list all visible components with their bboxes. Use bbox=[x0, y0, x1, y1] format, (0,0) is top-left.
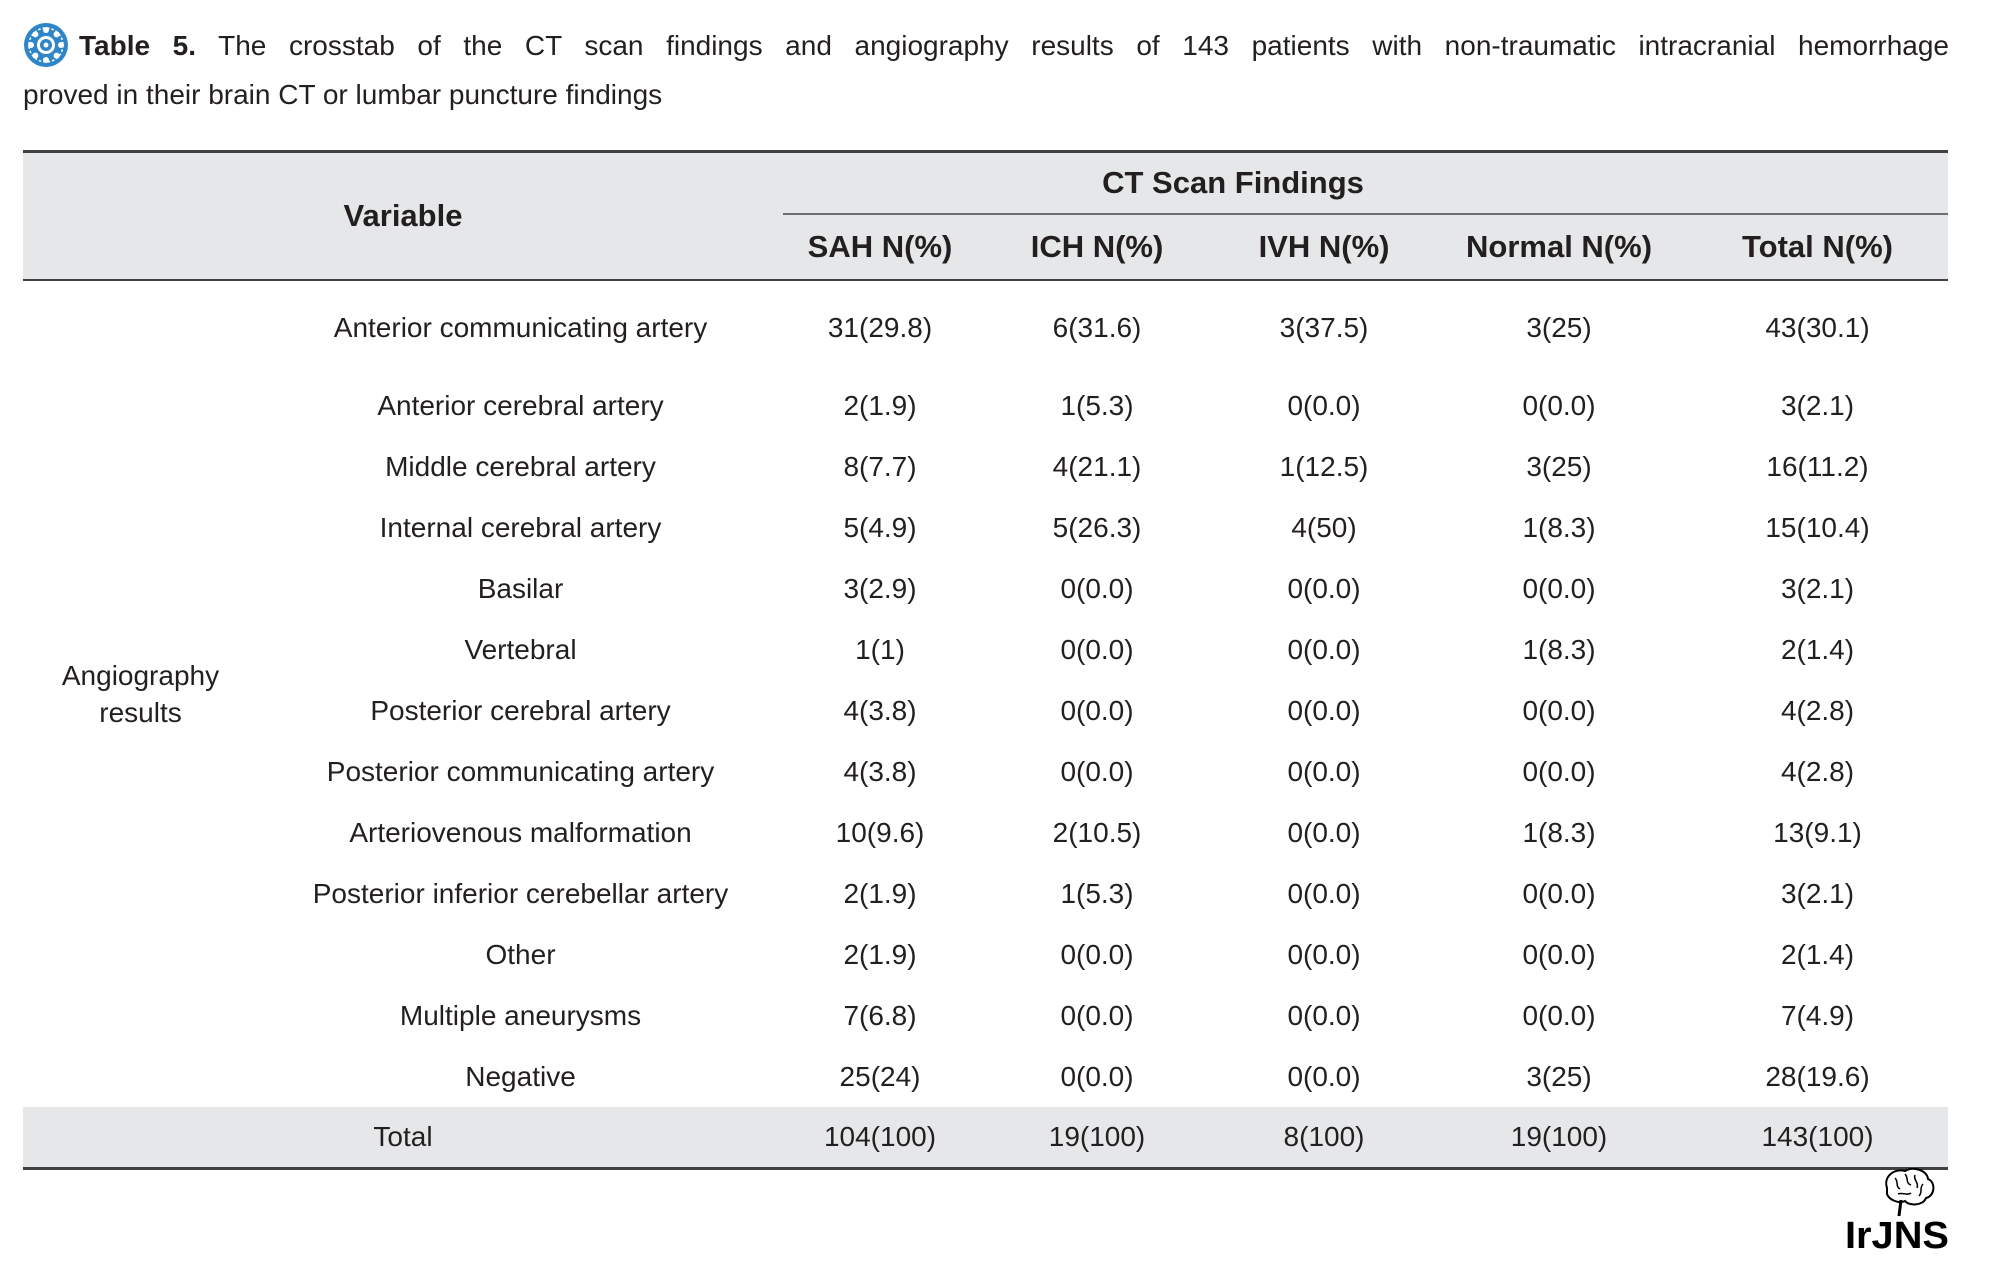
cell-total: 3(2.1) bbox=[1780, 572, 1855, 604]
cell-ivh: 0(0.0) bbox=[1287, 816, 1361, 848]
cell-normal: 0(0.0) bbox=[1522, 755, 1596, 787]
table-row bbox=[23, 436, 1948, 497]
cell-total: 3(2.1) bbox=[1780, 877, 1855, 909]
caption-line-1 bbox=[23, 22, 1949, 71]
cell-sah: 5(4.9) bbox=[843, 511, 917, 543]
total-cell-sah: 104(100) bbox=[783, 1107, 977, 1169]
cell-ich: 0(0.0) bbox=[1060, 694, 1134, 726]
variable-header: Variable bbox=[23, 152, 783, 281]
cell-ivh: 0(0.0) bbox=[1287, 999, 1361, 1031]
cell-total: 3(2.1) bbox=[1780, 389, 1855, 421]
row-label: Negative bbox=[465, 1060, 576, 1092]
table-row bbox=[23, 497, 1948, 558]
row-label: Other bbox=[485, 938, 556, 970]
table-row bbox=[23, 924, 1948, 985]
table-row bbox=[23, 680, 1948, 741]
cell-total: 13(9.1) bbox=[1773, 816, 1862, 848]
total-cell-ich: 19(100) bbox=[977, 1107, 1217, 1169]
cell-ich: 1(5.3) bbox=[1060, 389, 1134, 421]
cell-ivh: 1(12.5) bbox=[1279, 450, 1369, 482]
table-footer bbox=[23, 1107, 1948, 1169]
table-row bbox=[23, 802, 1948, 863]
row-label: Vertebral bbox=[464, 633, 577, 665]
row-label: Basilar bbox=[477, 572, 564, 604]
cell-normal: 0(0.0) bbox=[1522, 938, 1596, 970]
caption-label: Table 5. bbox=[79, 30, 197, 61]
cell-normal: 1(8.3) bbox=[1522, 633, 1596, 665]
cell-ivh: 0(0.0) bbox=[1287, 694, 1361, 726]
table-caption bbox=[23, 22, 1949, 118]
cell-sah: 2(1.9) bbox=[843, 938, 917, 970]
cell-total: 4(2.8) bbox=[1780, 694, 1855, 726]
table-row bbox=[23, 863, 1948, 924]
cell-sah: 31(29.8) bbox=[827, 312, 933, 343]
cell-ich: 4(21.1) bbox=[1052, 450, 1142, 482]
cell-total: 28(19.6) bbox=[1765, 1060, 1870, 1092]
cell-normal: 3(25) bbox=[1526, 312, 1592, 343]
total-label: Total bbox=[23, 1107, 783, 1169]
cell-sah: 7(6.8) bbox=[843, 999, 917, 1031]
total-row bbox=[23, 1107, 1948, 1169]
table-row bbox=[23, 741, 1948, 802]
table-row bbox=[23, 985, 1948, 1046]
table-body bbox=[23, 280, 1948, 1107]
row-label: Posterior inferior cerebellar artery bbox=[312, 877, 729, 909]
column-header-ivh: IVH N(%) bbox=[1217, 214, 1431, 280]
column-header-ich: ICH N(%) bbox=[977, 214, 1217, 280]
cell-total: 15(10.4) bbox=[1765, 511, 1870, 543]
table-row bbox=[23, 280, 1948, 375]
brain-logo-icon bbox=[1843, 1166, 1953, 1252]
cell-total: 43(30.1) bbox=[1765, 312, 1870, 343]
crosstab-table bbox=[23, 150, 1948, 1170]
cell-total: 2(1.4) bbox=[1780, 938, 1855, 970]
cell-normal: 0(0.0) bbox=[1522, 572, 1596, 604]
cell-sah: 2(1.9) bbox=[843, 389, 917, 421]
cell-normal: 3(25) bbox=[1526, 450, 1592, 482]
cell-ivh: 0(0.0) bbox=[1287, 633, 1361, 665]
row-label: Middle cerebral artery bbox=[385, 450, 656, 482]
logo-text: IrJNS bbox=[1845, 1215, 1949, 1252]
journal-logo bbox=[1843, 1166, 1953, 1252]
cell-sah: 25(24) bbox=[839, 1060, 921, 1092]
cell-ich: 0(0.0) bbox=[1060, 572, 1134, 604]
caption-text-line-1: The crosstab of the CT scan findings and angiography results of 143 patients with non-traumatic intracranial hemorrhage bbox=[218, 30, 1949, 61]
row-label: Anterior communicating artery bbox=[333, 312, 708, 343]
cell-total: 2(1.4) bbox=[1780, 633, 1855, 665]
table-row bbox=[23, 375, 1948, 436]
table-row bbox=[23, 558, 1948, 619]
cell-ich: 5(26.3) bbox=[1052, 511, 1142, 543]
cell-total: 7(4.9) bbox=[1780, 999, 1855, 1031]
cell-sah: 8(7.7) bbox=[843, 450, 917, 482]
cell-normal: 1(8.3) bbox=[1522, 816, 1596, 848]
cell-ivh: 3(37.5) bbox=[1279, 312, 1369, 343]
cell-sah: 4(3.8) bbox=[843, 755, 917, 787]
total-cell-ivh: 8(100) bbox=[1217, 1107, 1431, 1169]
row-label: Internal cerebral artery bbox=[379, 511, 662, 543]
row-label: Anterior cerebral artery bbox=[377, 389, 664, 421]
cell-ivh: 4(50) bbox=[1291, 511, 1357, 543]
row-label: Multiple aneurysms bbox=[399, 999, 642, 1031]
cell-normal: 1(8.3) bbox=[1522, 511, 1596, 543]
cell-ich: 0(0.0) bbox=[1060, 1060, 1134, 1092]
row-group-label: Angiography results bbox=[61, 660, 220, 728]
cell-ich: 0(0.0) bbox=[1060, 938, 1134, 970]
cell-ich: 0(0.0) bbox=[1060, 755, 1134, 787]
cell-sah: 3(2.9) bbox=[843, 572, 917, 604]
row-label: Posterior cerebral artery bbox=[370, 694, 671, 726]
cell-ivh: 0(0.0) bbox=[1287, 755, 1361, 787]
caption-text-line-2: proved in their brain CT or lumbar puncture findings bbox=[23, 78, 663, 110]
cell-ivh: 0(0.0) bbox=[1287, 572, 1361, 604]
column-header-total: Total N(%) bbox=[1687, 214, 1948, 280]
journal-flower-icon bbox=[23, 22, 69, 68]
cell-total: 4(2.8) bbox=[1780, 755, 1855, 787]
row-label: Arteriovenous malformation bbox=[349, 816, 692, 848]
table-header bbox=[23, 152, 1948, 281]
cell-ich: 1(5.3) bbox=[1060, 877, 1134, 909]
cell-ivh: 0(0.0) bbox=[1287, 389, 1361, 421]
total-cell-total: 143(100) bbox=[1687, 1107, 1948, 1169]
table-row bbox=[23, 1046, 1948, 1107]
cell-normal: 0(0.0) bbox=[1522, 694, 1596, 726]
cell-sah: 10(9.6) bbox=[835, 816, 925, 848]
cell-normal: 3(25) bbox=[1526, 1060, 1592, 1092]
total-cell-normal: 19(100) bbox=[1431, 1107, 1687, 1169]
cell-normal: 0(0.0) bbox=[1522, 999, 1596, 1031]
cell-sah: 4(3.8) bbox=[843, 694, 917, 726]
ct-scan-findings-header: CT Scan Findings bbox=[783, 152, 1948, 215]
table-row bbox=[23, 619, 1948, 680]
cell-sah: 2(1.9) bbox=[843, 877, 917, 909]
cell-ivh: 0(0.0) bbox=[1287, 1060, 1361, 1092]
column-header-normal: Normal N(%) bbox=[1431, 214, 1687, 280]
cell-total: 16(11.2) bbox=[1766, 450, 1869, 482]
cell-ich: 0(0.0) bbox=[1060, 999, 1134, 1031]
cell-normal: 0(0.0) bbox=[1522, 877, 1596, 909]
cell-ivh: 0(0.0) bbox=[1287, 877, 1361, 909]
header-row bbox=[23, 152, 1948, 215]
cell-ivh: 0(0.0) bbox=[1287, 938, 1361, 970]
cell-sah: 1(1) bbox=[855, 633, 905, 665]
cell-normal: 0(0.0) bbox=[1522, 389, 1596, 421]
row-label: Posterior communicating artery bbox=[326, 755, 715, 787]
cell-ich: 6(31.6) bbox=[1052, 312, 1142, 343]
column-header-sah: SAH N(%) bbox=[783, 214, 977, 280]
cell-ich: 2(10.5) bbox=[1052, 816, 1142, 848]
cell-ich: 0(0.0) bbox=[1060, 633, 1134, 665]
